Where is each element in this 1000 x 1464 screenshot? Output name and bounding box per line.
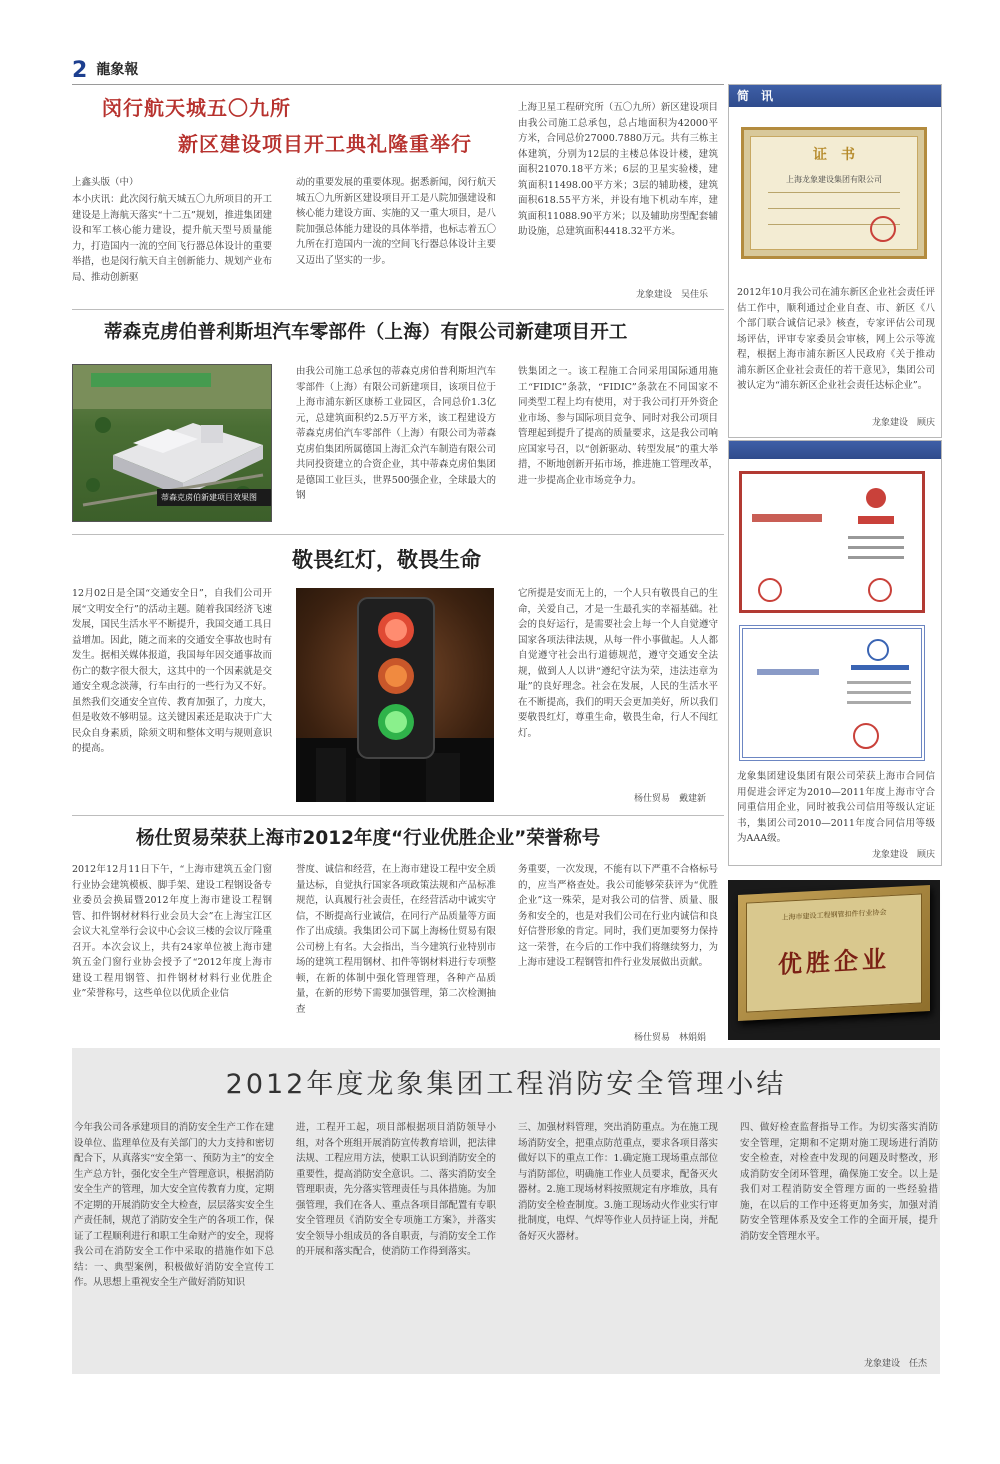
article3-signature: 杨仕贸易 戴建新 [634, 794, 707, 804]
paper-name: 龍象報 [96, 62, 139, 78]
article1-col1: 本小庆讯：此次闵行航天城五〇九所项目的开工建设是上海航天落实“十二五”规划，推进集团建设和军工核心能力建设，提升航天型号质量能力，打造国内一流的空间飞行器总体设计的重要举措，也是闵行航天自主创新能力、规划产业布局、推动创新驱 [72, 194, 272, 283]
article2-col2: 铁集团之一。该工程施工合同采用国际通用施工“FIDIC”条款，“FIDIC”条款在不同国家不同类型工程上均有使用，对于我公司打开外资企业市场、参与国际项目竞争、同时对我公司项目管理起到提升了提高的质量要求，这是我公司响应国家号召，以“创新驱动、转型发展”的重大举措，不断地创新开拓市场，推进施工管理改革，进一步提高企业市场竞争力。 [518, 366, 718, 486]
article5-col4: 四、做好检查监督指导工作。为切实落实消防安全管理，定期和不定期对施工现场进行消防安全检查，对检查中发现的问题及时整改，形成消防安全闭环管理，确保施工安全。以上是我们对工程消防安全管理方面的一些经验措施，在以后的工作中还将更加务实，加强对消防安全管理体系及安全工作的全面开展，提升消防安全管理水平。 [740, 1122, 938, 1242]
article2-col1: 由我公司施工总承包的蒂森克虏伯普利斯坦汽车零部件（上海）有限公司新建项目，该项目位于上海市浦东新区康桥工业园区，合同总价1.3亿元，总建筑面积约2.5万平方米，该工程建设方蒂森克虏伯汽车零部件（上海）有限公司为蒂森克虏伯集团所属德国上海汇众汽车制造有限公司共同投资建立的合资企业，其中蒂森克虏伯集团是德国工业巨头，世界500强企业，全球最大的钢 [296, 366, 496, 501]
article1-title-line2: 新区建设项目开工典礼隆重举行 [178, 132, 472, 156]
article5-col3: 三、加强材料管理，突出消防重点。为在施工现场消防安全，把重点防范重点，要求各项目落实做好以下的重点工作：1.确定施工现场重点部位与消防部位，明确施工作业人员要求，配备灭火器材。2.施工现场材料按照规定有序堆放，具有消防安全检查制度。3.施工现场动火作业实行审批制度，电焊、气焊等作业人员持证上岗，并配备好灭火器材。 [518, 1122, 718, 1242]
certificate-title: 证 书 [813, 147, 855, 163]
masthead [72, 58, 292, 84]
article4-col2: 誉度、诚信和经营，在上海市建设工程中安全质量达标，自觉执行国家各项政策法规和产品标准规范，认真履行社会责任，在经营活动中诚实守信，不断提高行业诚信，在同行产品质量等方面作了出成绩。我集团公司下属上海杨仕贸易有限公司榜上有名。大会指出，当今建筑行业特别市场的建筑工程用钢材、扣件等钢材料进行专项整顿，在新的体制中强化管理管理，各种产品质量，在新的形势下需要加强管理，第二次检测抽查 [296, 864, 496, 1015]
article2-title: 蒂森克虏伯普利斯坦汽车零部件（上海）有限公司新建项目开工 [104, 322, 628, 343]
article1-col3: 上海卫星工程研究所（五〇九所）新区建设项目由我公司施工总承包，总占地面积为42000平方米，合同总价27000.7880万元。共有三栋主体建筑，分别为12层的主楼总体设计楼，建筑面积21070.18平方米；6层的卫星实验楼，建筑面积11498.00平方米；3层的辅助楼，建筑面积618.55平方米，并设有地下机动车库，建筑面积11088.90平方米；以及辅助房型配套辅助设施，总建筑面积4418.32平方米。 [518, 102, 718, 237]
page-number: 2 [72, 58, 88, 83]
certificate-seal-icon [870, 216, 896, 242]
article3-col1: 12月02日是全国“交通安全日”，自我们公司开展“文明安全行”的活动主题。随着我国经济飞速发展，国民生活水平不断提升，我国交通工具日益增加。因此，随之而来的交通安全事故也时有发生。据相关媒体报道，我国每年因交通事故而伤亡的数字很大很大，这其中的一个因素就是交通安全观念淡薄，行车由行的一些行为又不好。虽然我们交通安全宣传、教育加强了，力度大，但是收效不够明显。这关键因素还是取决于广大民众自身素质，除须文明和整体文明与规则意识的提高。 [72, 588, 272, 754]
article5-col1: 今年我公司各承建项目的消防安全生产工作在建设单位、监理单位及有关部门的大力支持和密切配合下，从真落实“安全第一、预防为主”的安全生产总方针，强化安全生产管理意识，根据消防安全生产的管理，加大安全宣传教育力度，定期不定期的开展消防安全大检查，层层落实安全生产责任制，规范了消防安全生产的各项工作，保证了工程顺利进行和职工生命财产的安全，现将我公司在消防安全工作中采取的措施作如下总结：一、典型案例，积极做好消防安全宣传工作。从思想上重视安全生产做好消防知识 [74, 1122, 274, 1288]
sidebar-box2-text: 龙象集团建设集团有限公司荣获上海市合同信用促进会评定为2010—2011年度上海市守合同重信用企业，同时被我公司信用等级认定证书，集团公司2010—2011年度合同信用等级为AAA级。 [737, 771, 935, 844]
blue-emblem-icon [867, 639, 889, 661]
red-emblem-icon [866, 488, 886, 508]
sidebar-box1-signature: 龙象建设 顾庆 [871, 418, 935, 428]
article4-col1: 2012年12月11日下午，“上海市建筑五金门窗行业协会建筑模板、脚手架、建设工程钢设备专业委员会换届暨2012年度上海市建设工程钢管、扣件钢材材料行业会员大会”在上海宝江区会议大礼堂举行会议中心会议三楼的会议厅隆重召开。本次会议上，共有24家单位被上海市建筑五金门窗行业协会授予了“2012年度上海市建设工程用钢管、扣件钢材材料行业优胜企业”荣誉称号，这些单位以优质企业信 [72, 864, 272, 999]
sidebar-box2 [728, 440, 942, 866]
article3-title: 敬畏红灯，敬畏生命 [292, 548, 481, 572]
sidebar-box1 [728, 84, 942, 438]
honor-certificate-red [739, 471, 925, 613]
traffic-light-icon [296, 588, 494, 802]
traffic-light-image [296, 588, 494, 802]
plaque-subtitle: 上海市建设工程钢管扣件行业协会 [781, 908, 887, 922]
image-caption: 蒂森克虏伯新建项目效果图 [157, 489, 272, 506]
article5-panel [72, 1048, 940, 1374]
article3-col2: 它所提是安而无上的，一个人只有敬畏自己的生命，关爱自己，才是一生最孔实的幸福基础。社会的良好运行，是需要社会上每一个人自觉遵守国家各项法律法规，从每一件小事做起。人人都自觉遵守社会出行道德规范，遵守交通安全法规，做到人人以讲“遵纪守法为荣，违法违章为耻”的良好理念。社会在发展，人民的生活水平在不断提高，我们的明天会更加美好，所以我们要敬畏红灯，尊重生命，敬畏生命，行人不闯红灯。 [518, 588, 718, 739]
sidebar-box2-header [729, 441, 941, 459]
plaque-text: 优胜企业 [778, 944, 890, 979]
article4-title: 杨仕贸易荣获上海市2012年度“行业优胜企业”荣誉称号 [136, 828, 601, 849]
article5-col2: 进，工程开工起，项目部根据项目消防领导小组，对各个班组开展消防宣传教育培训，把法律法规、工程应用方法，使职工认识到消防安全的重要性，提高消防安全意识。二、落实消防安全管理职责，先分落实管理责任与具体措施。为加强管理，我们在各人、重点各项目部配置有专职安全管理员《消防安全专项施工方案》，并落实安全领导小组成员的各自职责，与消防安全工作的开展和落实配合，使消防工作得到落实。 [296, 1122, 496, 1257]
honor-certificate-blue [739, 625, 925, 761]
article4-signature: 杨仕贸易 林娟娟 [634, 1033, 707, 1043]
article5-signature: 龙象建设 任杰 [864, 1359, 928, 1369]
article1-col2: 动的重要发展的重要体现。据悉新闻，闵行航天城五〇九所新区建设项目开工是八院加强建设和核心能力建设方面、实施的又一重大项目，是八院加强总体能力建设的具体举措，也标志着五〇九所在打造国内一流的空间飞行器总体设计主要又迈出了坚实的一步。 [296, 177, 496, 266]
article1-byline: 上鑫头版（中） [72, 177, 139, 188]
sidebar-box2-signature: 龙象建设 顾庆 [871, 850, 935, 860]
article5-title: 2012年度龙象集团工程消防安全管理小结 [225, 1069, 787, 1100]
sidebar-box1-text: 2012年10月我公司在浦东新区企业社会责任评估工作中，顺利通过企业自查、市、新区《八个部门联合诚信记录》核查，专家评估公司现场评估，评审专家委员会审核，网上公示等流程，根据上海市浦东新区人民政府《关于推动浦东新区企业社会责任的若干意见》，集团公司被认定为“浦东新区企业社会责任达标企业”。 [737, 287, 935, 391]
excellent-enterprise-plaque [728, 880, 940, 1040]
article4-col3: 务重要，一次发现，不能有以下严重不合格标号的，应当严格查处。我公司能够荣获评为“优胜企业”这一殊荣，是对我公司的信誉、质量、服务和安全的，也是对我们公司在行业内诚信和良好信誉形象的肯定。同时，我们更加要努力保持这一荣誉，在今后的工作中我们将继续努力，为上海市建设工程钢管扣件行业发展做出贡献。 [518, 864, 718, 968]
article1-signature: 龙象建设 吴佳乐 [636, 290, 709, 300]
certificate-company: 上海龙象建设集团有限公司 [786, 175, 882, 184]
article1-title-line1: 闵行航天城五〇九所 [102, 96, 291, 120]
project-rendering-image [72, 364, 272, 522]
sidebar-box1-header: 简 讯 [729, 85, 941, 107]
certificate-image [741, 127, 927, 259]
